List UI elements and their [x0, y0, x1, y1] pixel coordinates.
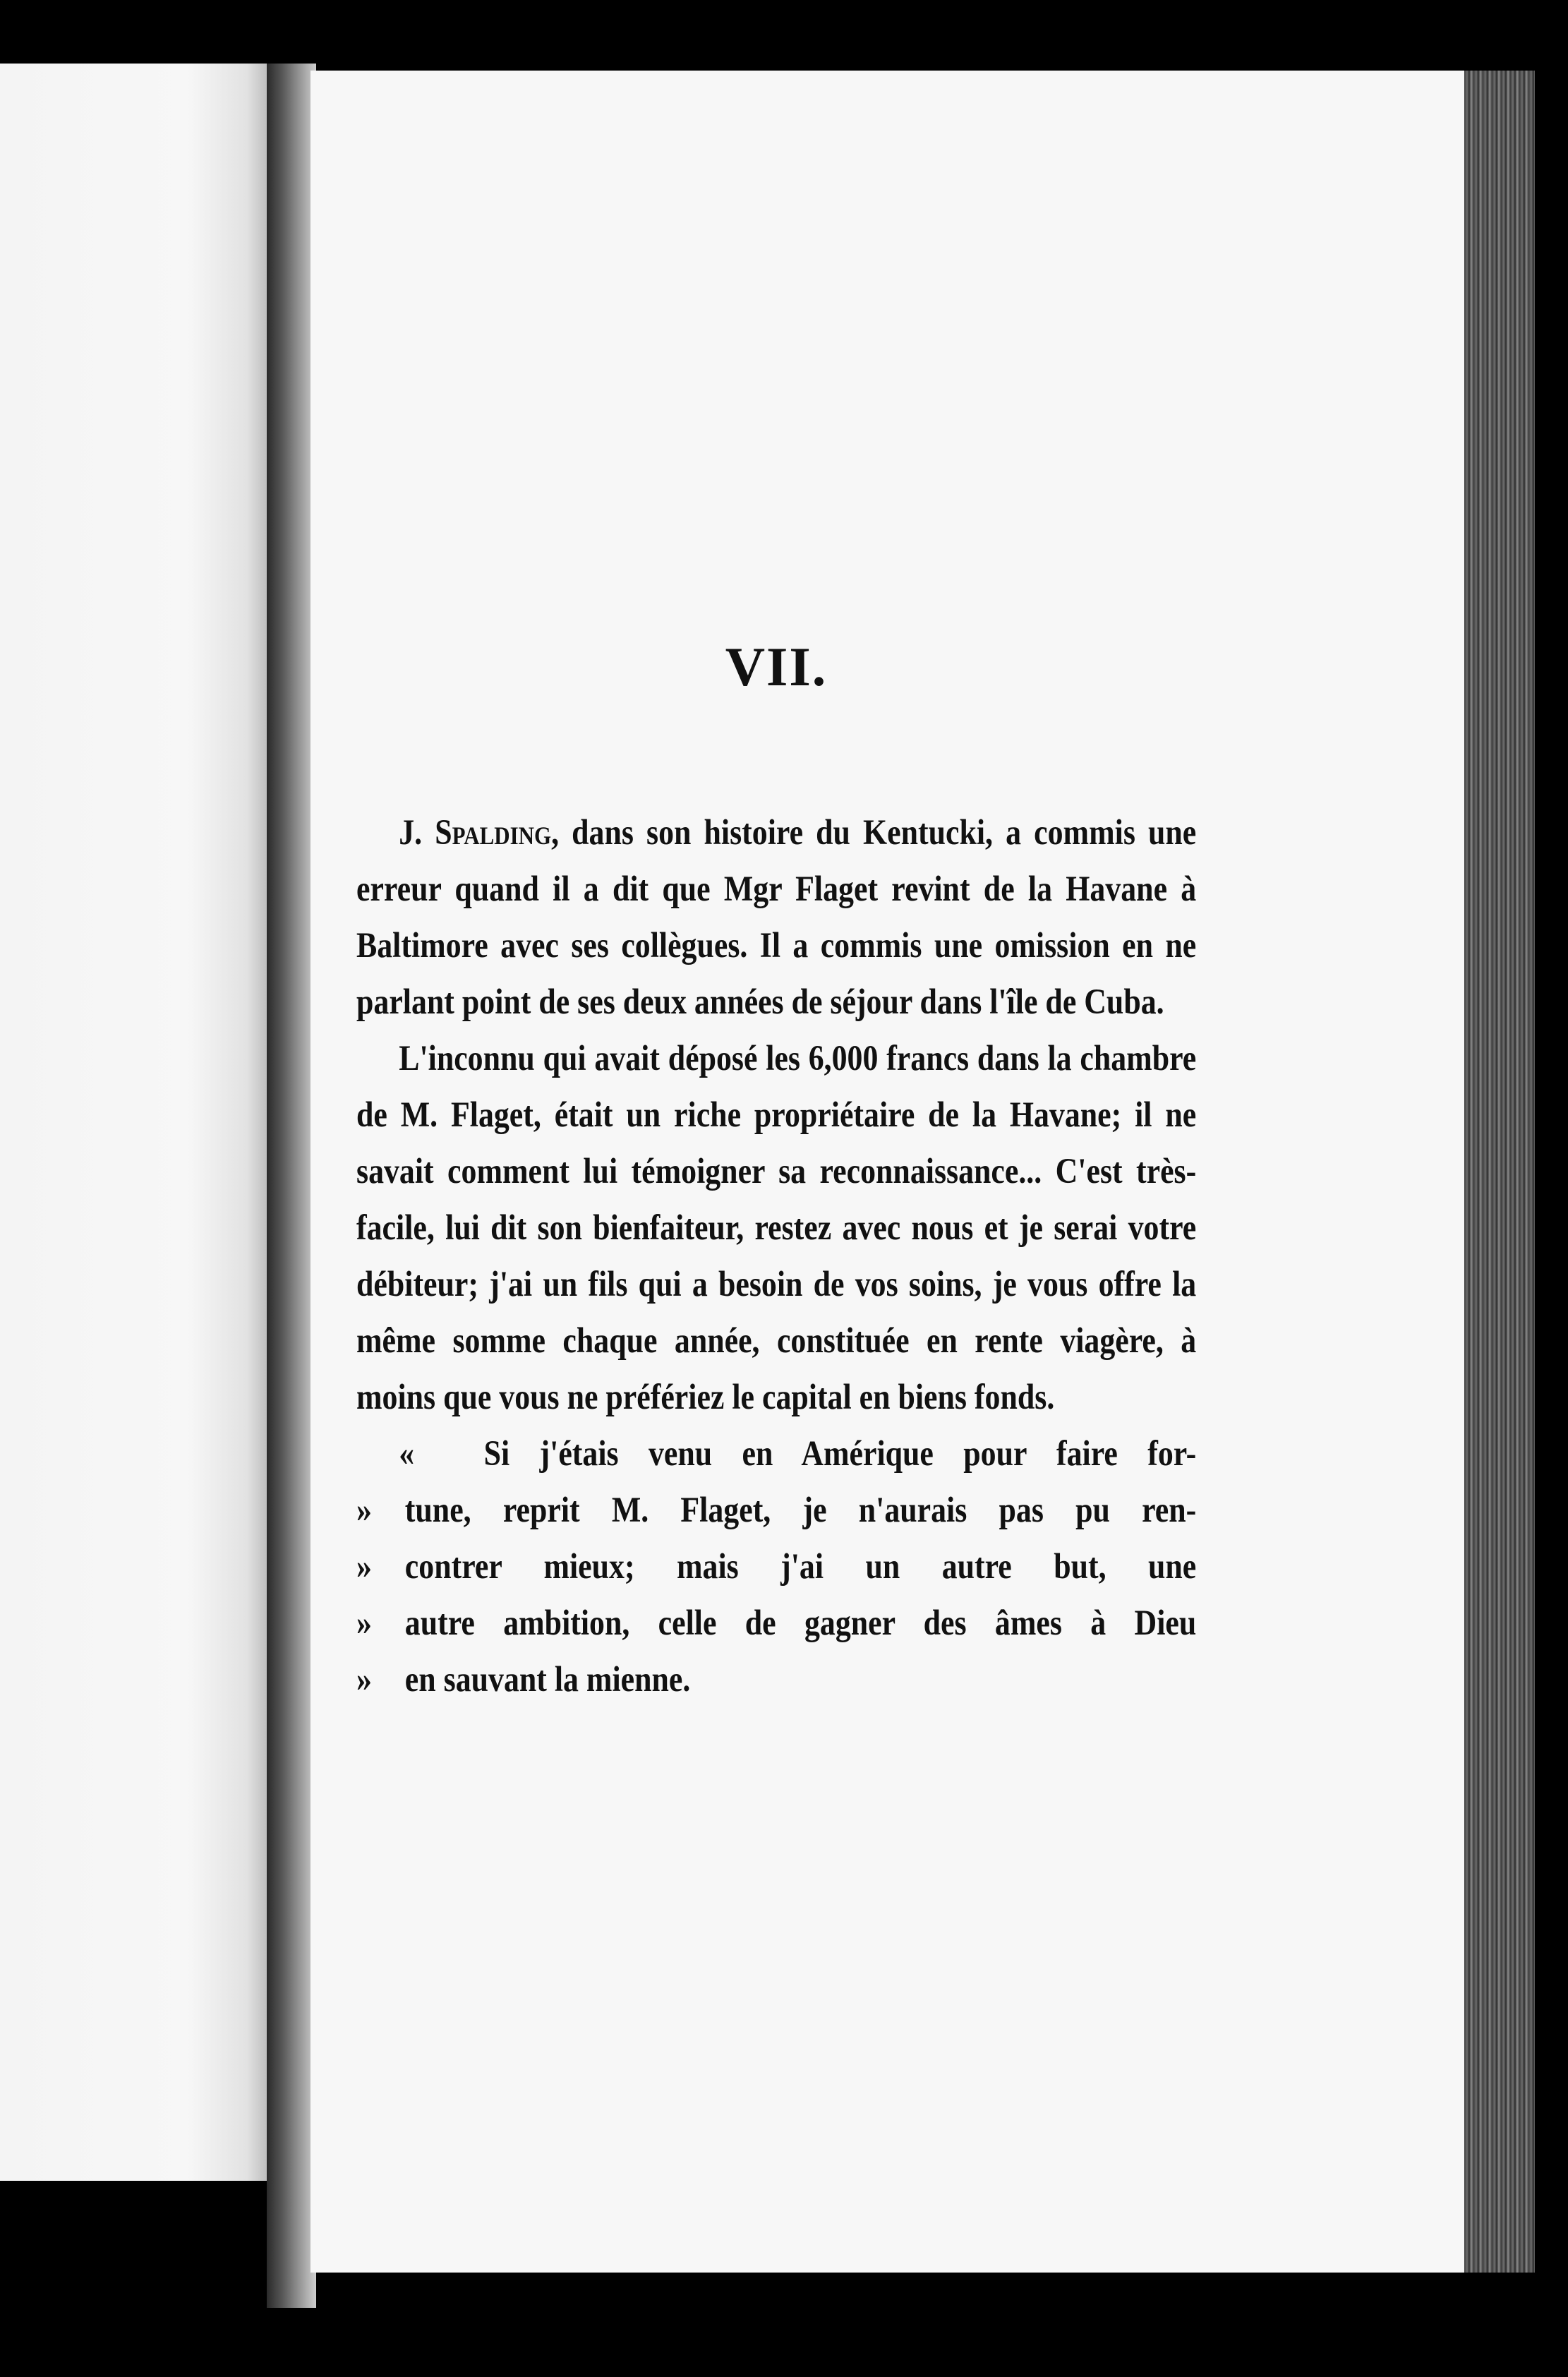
author-name: J. Spalding	[399, 813, 552, 853]
chapter-heading: VII.	[725, 636, 828, 697]
quote-line-text: autre ambition, celle de gagner des âmes à Dieu	[404, 1603, 1197, 1643]
quote-mark: «	[399, 1434, 415, 1474]
quote-line	[356, 1426, 1196, 1482]
quote-line	[356, 1651, 1196, 1708]
scan-border-top	[0, 0, 1568, 68]
quote-line	[356, 1539, 1196, 1595]
quote-mark: »	[356, 1547, 372, 1587]
paragraph-1-text: , dans son histoire du Kentucki, a commis une erreur quand il a dit que Mgr Flaget revint de la Havane à Baltimore avec ses collègues. Il a commis une omission en ne parlant point de ses deux années de séjour dans l'île de Cuba.	[356, 813, 1197, 1022]
page-edge-stack	[1464, 71, 1535, 2273]
quote-mark: »	[356, 1660, 372, 1699]
quotation	[356, 1426, 1196, 1708]
quote-mark: »	[356, 1491, 372, 1530]
quote-line-text: tune, reprit M. Flaget, je n'aurais pas pu ren-	[404, 1491, 1197, 1530]
page-content	[356, 635, 1196, 1708]
paragraph-2: L'inconnu qui avait déposé les 6,000 francs dans la chambre de M. Flaget, était un riche propriétaire de la Havane; il ne savait comment lui témoigner sa reconnaissance... C'est très-facile, lui dit son bienfaiteur, restez avec nous et je serai votre débiteur; j'ai un fils qui a besoin de vos soins, je vous offre la même somme chaque année, constituée en rente viagère, à moins que vous ne préfériez le capital en biens fonds.	[356, 1039, 1197, 1417]
quote-line-text: contrer mieux; mais j'ai un autre but, une	[404, 1547, 1197, 1587]
left-facing-page	[0, 64, 268, 2181]
book-gutter	[267, 64, 316, 2308]
quote-mark: »	[356, 1603, 372, 1643]
quote-line	[356, 1595, 1196, 1651]
quote-line	[356, 1482, 1196, 1539]
quote-line-text: en sauvant la mienne.	[404, 1660, 691, 1699]
quote-line-text: Si j'étais venu en Amérique pour faire for-	[483, 1434, 1197, 1474]
paragraph-1	[356, 805, 1196, 1030]
